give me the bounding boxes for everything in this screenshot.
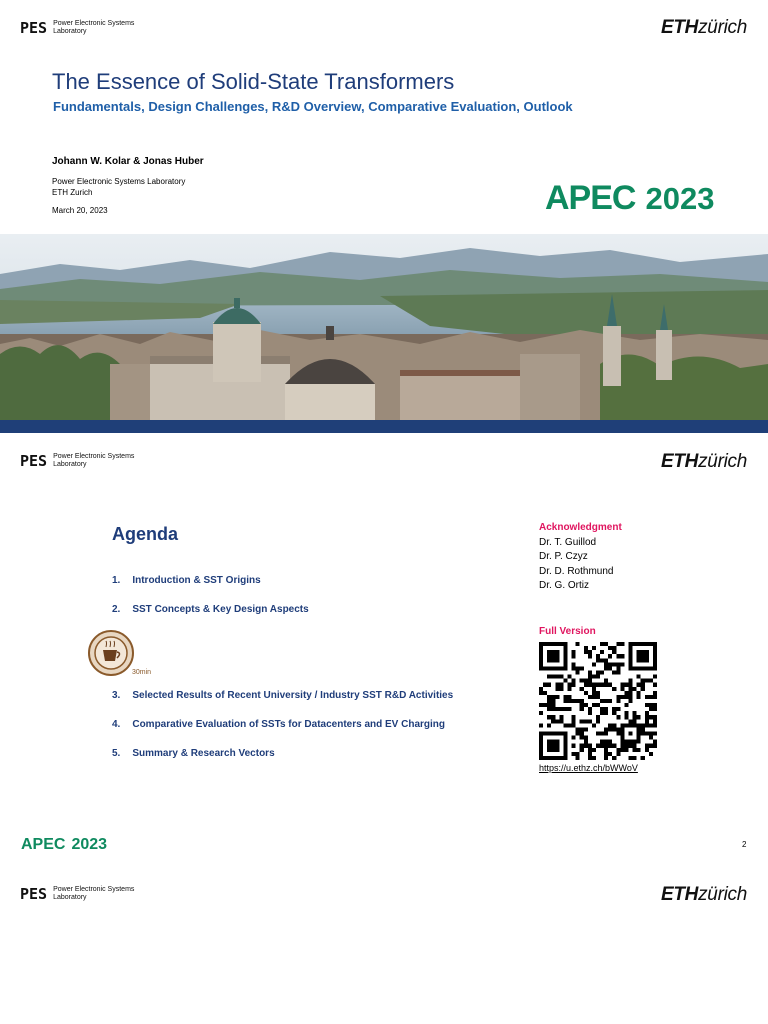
pes-logo-mark: PES [20,18,48,37]
affiliation [52,176,185,198]
pes-logo [20,453,134,469]
agenda-item [112,748,275,759]
qr-code-icon [539,642,657,760]
agenda-item [112,690,453,701]
pes-text-line1: Power Electronic Systems [53,886,135,893]
eth-logo-italic: zürich [698,17,747,38]
pes-text-line2: Laboratory [53,461,87,468]
eth-logo [661,884,747,906]
pes-logo [20,886,134,902]
agenda-item-text: Selected Results of Recent University / Industry SST R&D Activities [132,690,454,701]
pes-logo [20,20,134,36]
pes-logo-mark: PES [20,451,48,470]
acknowledgment-name: Dr. T. Guillod [539,537,597,548]
pes-logo-text [53,20,134,36]
agenda-title: Agenda [112,524,179,544]
agenda-item [112,719,445,730]
acknowledgment-name: Dr. D. Rothmund [539,566,614,577]
apec-logo-text: APEC [21,836,66,853]
presentation-title: The Essence of Solid-State Transformers [52,69,455,94]
eth-logo-bold: ETH [661,884,699,905]
zurich-panorama-svg [0,234,768,420]
agenda-item-number: 4. [112,719,121,730]
agenda-item-number: 3. [112,690,121,701]
agenda-item-text: Summary & Research Vectors [132,748,275,759]
agenda-item [112,604,309,615]
pes-logo-text [53,886,134,902]
coffee-cup-icon [88,630,134,676]
eth-logo-italic: zürich [698,451,747,472]
agenda-item [112,575,261,586]
full-version-link[interactable]: https://u.ethz.ch/bWWoV [539,763,638,773]
page-number: 2 [742,840,747,849]
apec-logo-year: 2023 [645,181,715,216]
acknowledgment-name: Dr. G. Ortiz [539,580,589,591]
pes-logo-mark: PES [20,884,48,903]
acknowledgment-title: Acknowledgment [539,522,622,533]
authors: Johann W. Kolar & Jonas Huber [52,156,204,167]
full-version-title: Full Version [539,626,596,637]
apec-logo-text: APEC [545,179,636,217]
pes-text-line1: Power Electronic Systems [53,453,135,460]
agenda-item-text: Introduction & SST Origins [132,575,261,586]
acknowledgment-name: Dr. P. Czyz [539,551,588,562]
coffee-break-time: 30min [132,669,152,676]
affiliation-line2: ETH Zurich [52,188,93,197]
agenda-item-number: 5. [112,748,121,759]
pes-logo-text [53,453,134,469]
apec-logo-year: 2023 [71,836,108,853]
presentation-subtitle: Fundamentals, Design Challenges, R&D Overview, Comparative Evaluation, Outlook [53,99,573,114]
slide-bottom-bar [0,420,768,433]
apec-logo-large [545,179,714,218]
pes-text-line2: Laboratory [53,28,87,35]
agenda-item-number: 1. [112,575,121,586]
eth-logo [661,451,747,473]
affiliation-line1: Power Electronic Systems Laboratory [52,177,186,186]
pes-text-line2: Laboratory [53,894,87,901]
agenda-item-text: SST Concepts & Key Design Aspects [132,604,309,615]
agenda-item-text: Comparative Evaluation of SSTs for Datacenters and EV Charging [132,719,446,730]
zurich-panorama-image [0,234,768,420]
qr-code[interactable] [539,642,657,760]
pes-text-line1: Power Electronic Systems [53,20,135,27]
apec-logo-small [21,836,107,854]
eth-logo [661,17,747,39]
eth-logo-bold: ETH [661,17,699,38]
eth-logo-italic: zürich [698,884,747,905]
coffee-break-badge [88,630,134,676]
presentation-date: March 20, 2023 [52,206,108,215]
eth-logo-bold: ETH [661,451,699,472]
agenda-item-number: 2. [112,604,121,615]
